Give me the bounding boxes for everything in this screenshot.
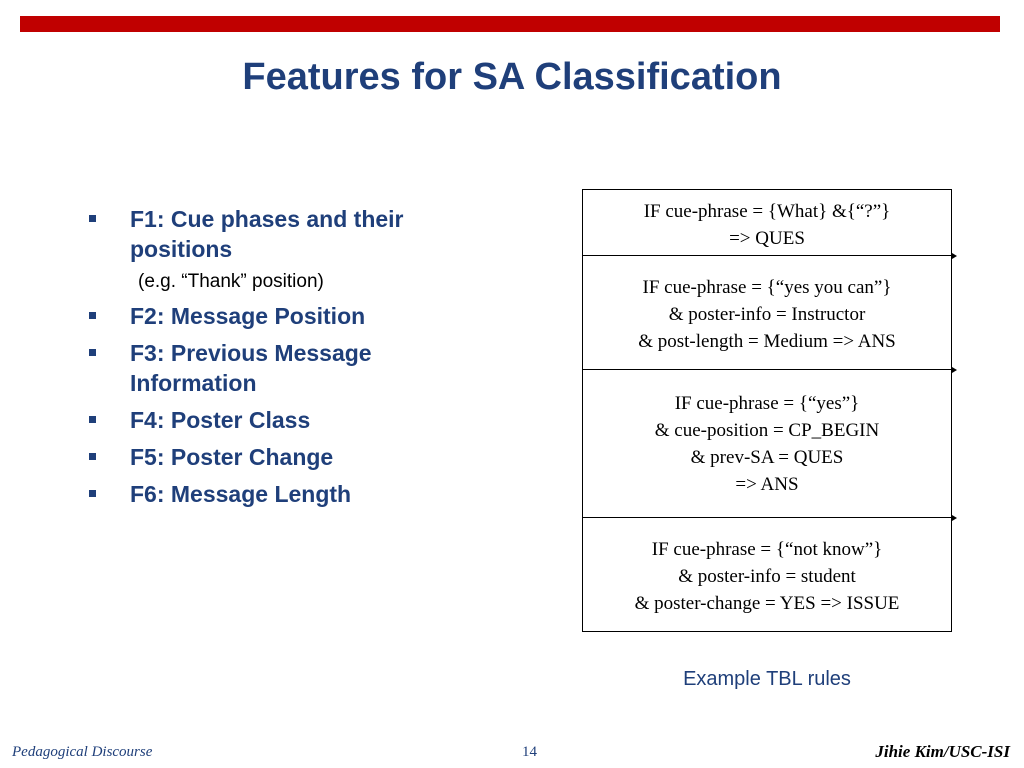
feature-item-f4: [88, 405, 468, 435]
table-caption: Example TBL rules: [683, 668, 851, 690]
footer-course-title: Pedagogical Discourse: [12, 744, 153, 760]
slide-title: Features for SA Classification: [242, 56, 782, 98]
tbl-rule-table: [582, 189, 952, 632]
rule-box-2: [583, 256, 951, 370]
rule-line: & poster-info = Instructor: [668, 304, 866, 325]
feature-example: (e.g. “Thank” position): [138, 271, 324, 292]
rule-line: => ANS: [735, 474, 799, 495]
feature-label: F4: Poster Class: [130, 407, 311, 433]
arrow-right-icon: [952, 367, 957, 373]
rule-line: IF cue-phrase = {What} &{“?”}: [643, 201, 891, 222]
rule-line: IF cue-phrase = {“yes”}: [674, 393, 860, 414]
rule-line: IF cue-phrase = {“yes you can”}: [642, 277, 892, 298]
arrow-right-icon: [952, 253, 957, 259]
square-bullet-icon: [89, 215, 96, 222]
rule-line: => QUES: [729, 228, 805, 249]
feature-item-f2: [88, 301, 468, 331]
square-bullet-icon: [89, 416, 96, 423]
rule-box-3: [583, 370, 951, 518]
page-number: 14: [522, 744, 537, 760]
rule-line: & poster-info = student: [678, 566, 856, 587]
rule-line: & prev-SA = QUES: [690, 447, 844, 468]
arrow-right-icon: [952, 515, 957, 521]
feature-item-f3: [88, 338, 468, 398]
feature-label: F5: Poster Change: [130, 444, 334, 470]
square-bullet-icon: [89, 349, 96, 356]
feature-item-f5: [88, 442, 468, 472]
rule-line: & poster-change = YES => ISSUE: [634, 593, 900, 614]
square-bullet-icon: [89, 312, 96, 319]
square-bullet-icon: [89, 490, 96, 497]
square-bullet-icon: [89, 453, 96, 460]
feature-item-f1: [88, 204, 468, 294]
rule-box-4: [583, 518, 951, 631]
footer-author: Jihie Kim/USC-ISI: [875, 742, 1010, 761]
top-accent-bar: [20, 16, 1000, 32]
feature-list: [88, 204, 468, 516]
feature-label: F2: Message Position: [130, 303, 366, 329]
feature-item-f6: [88, 479, 468, 509]
rule-box-1: [583, 190, 951, 256]
rule-line: & post-length = Medium => ANS: [638, 331, 896, 352]
rule-line: IF cue-phrase = {“not know”}: [651, 539, 883, 560]
feature-label: F6: Message Length: [130, 481, 352, 507]
rule-line: & cue-position = CP_BEGIN: [654, 420, 880, 441]
feature-label: F3: Previous Message Information: [130, 340, 372, 396]
feature-label: F1: Cue phases and their positions: [130, 206, 404, 262]
